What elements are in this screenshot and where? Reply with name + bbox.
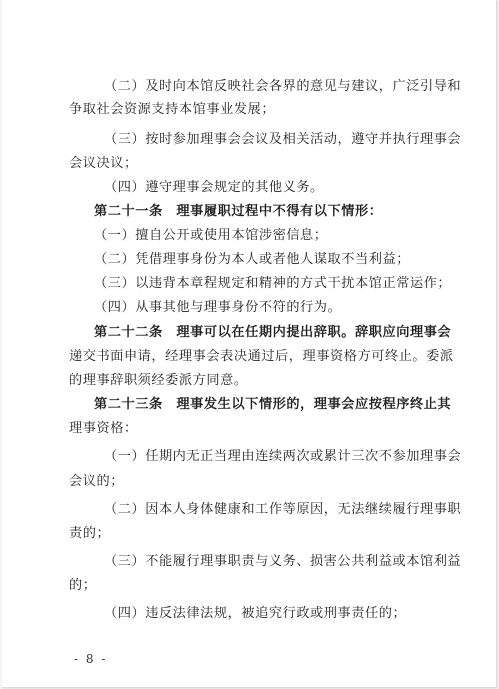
text-line: （四）遵守理事会规定的其他义务。 [104, 180, 324, 195]
text-line: （一）擅自公开或使用本馆涉密信息； [94, 228, 328, 243]
text-line: 的理事辞职须经委派方同意。 [69, 373, 248, 388]
text-line: （二）因本人身体健康和工作等原因，无法继续履行理事职 [104, 502, 462, 517]
text-line: 会议决议； [69, 156, 138, 171]
article-heading-23: 第二十三条 理事发生以下情形的，理事会应按程序终止其 [94, 397, 452, 412]
text-line: 递交书面申请，经理事会表决通过后，理事资格方可终止。委派 [69, 349, 454, 364]
page-number: - 8 - [74, 652, 108, 666]
text-line: （二）凭借理事身份为本人或者他人谋取不当利益； [94, 252, 410, 267]
text-line: （一）任期内无正当理由连续两次或累计三次不参加理事会 [104, 449, 462, 464]
text-line: （三）以违背本章程规定和精神的方式干扰本馆正常运作； [94, 276, 452, 291]
text-line: 的； [69, 578, 97, 593]
text-line: （二）及时向本馆反映社会各界的意见与建议，广泛引导和 [104, 79, 462, 94]
text-line: 理事资格： [69, 421, 138, 436]
text-line: 责的； [69, 526, 111, 541]
text-line: （四）从事其他与理事身份不符的行为。 [94, 300, 342, 315]
text-line: （四）违反法律法规，被追究行政或刑事责任的； [104, 606, 407, 621]
article-heading-22: 第二十二条 理事可以在任期内提出辞职。辞职应向理事会 [94, 325, 452, 340]
document-page [2, 0, 497, 688]
article-heading-21: 第二十一条 理事履职过程中不得有以下情形： [94, 204, 383, 219]
text-line: 会议的； [69, 474, 124, 489]
text-line: （三）不能履行理事职责与义务、损害公共利益或本馆利益 [104, 554, 462, 569]
text-line: 争取社会资源支持本馆事业发展； [69, 102, 276, 117]
text-line: （三）按时参加理事会会议及相关活动，遵守并执行理事会 [104, 132, 462, 147]
